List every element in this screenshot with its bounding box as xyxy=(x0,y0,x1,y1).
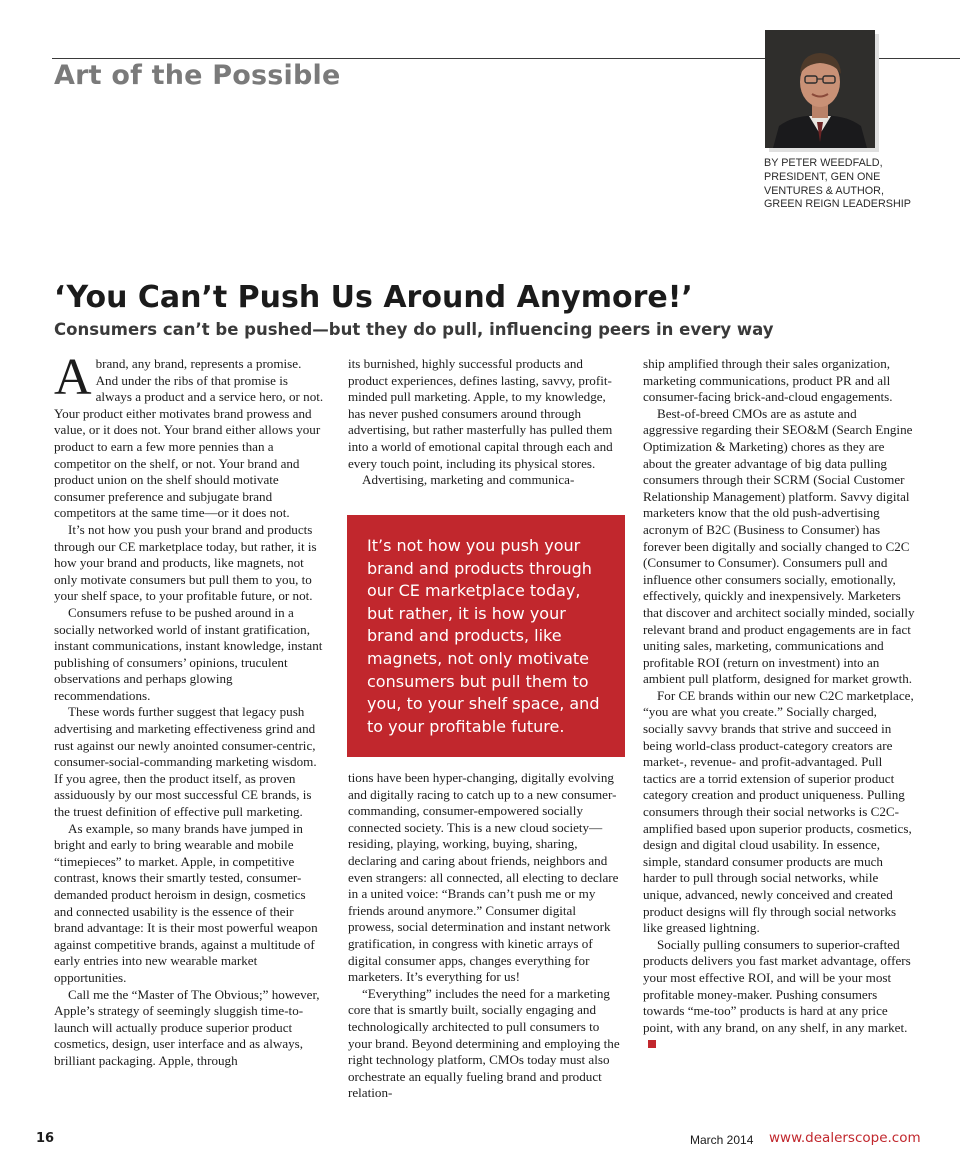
byline-line: PRESIDENT, GEN ONE xyxy=(764,170,881,183)
section-label: Art of the Possible xyxy=(54,60,341,91)
text-column-2-bottom xyxy=(348,770,620,1102)
paragraph: tions have been hyper-changing, digitally evolving and digitally racing to catch up to a new consumer-commanding, consumer-empowered socially connected society. This is a new cloud society—residing, playing, working, buying, sharing, declaring and caring about friends, neighbors and even strangers: all connected, all electing to declare in a united voice: “Brands can’t push me or my friends around anymore.” Consumer digital prowess, social determination and instant network gratification, in congress with kinetic arrays of digital consumer apps, changes everything for marketers. It’s everything for us! xyxy=(348,770,619,985)
paragraph: Advertising, marketing and communica- xyxy=(362,472,575,488)
end-mark-icon xyxy=(648,1040,656,1048)
issue-date: March 2014 xyxy=(690,1133,754,1147)
pull-quote xyxy=(347,515,625,757)
paragraph: It’s not how you push your brand and products through our CE marketplace today, but rather, it is how your brand and products, like magnets, not only motivate consumers but pull them to you, to your shelf space, to your profitable future, or not. xyxy=(54,521,317,604)
paragraph: brand, any brand, represents a promise. And under the ribs of that promise is always a product and a service hero, or not. Your product either motivates brand prowess and value, or it does not. Your brand either allows your product to earn a few more pennies than a competitor on the shelf, or not. Your brand and product union on the shelf should motivate consumer preference and subjugate brand competitors at the same time—or it does not. xyxy=(54,356,324,521)
article-subhead: Consumers can’t be pushed—but they do pull, influencing peers in every way xyxy=(54,320,774,339)
author-byline xyxy=(764,157,954,212)
author-photo xyxy=(765,30,875,148)
text-column-1 xyxy=(54,349,326,1070)
paragraph: ship amplified through their sales organization, marketing communications, product PR and all consumer-facing brick-and-cloud engagements. xyxy=(643,356,893,405)
paragraph: For CE brands within our new C2C marketplace, “you are what you create.” Socially charged, socially savvy brands that strive and succeed in being world-class product-category creators are market-, revenue- and profit-advantaged. Pull tactics are a torrid extension of superior product category creation and product uniqueness. Pulling consumers through their social networks is C2C-amplified based upon superior products, cosmetics, design and digital cloud usability. In essence, simple, standard consumer products are much harder to pull through social networks, while unique, advanced, newly conceived and created product designs will fly through social networks like greased lightning. xyxy=(643,687,914,936)
article-headline: ‘You Can’t Push Us Around Anymore!’ xyxy=(54,280,693,315)
paragraph: Consumers refuse to be pushed around in a socially networked world of instant gratification, instant communications, instant knowledge, instant publishing of consumers’ opinions, truculent observations and perhaps glowing recommendations. xyxy=(54,604,323,703)
paragraph: Call me the “Master of The Obvious;” however, Apple’s strategy of seemingly sluggish time-to-launch will actually produce superior product cosmetics, design, user interface and as always, brilliant packaging. Apple, through xyxy=(54,986,320,1068)
text-column-3 xyxy=(643,356,915,1053)
paragraph: “Everything” includes the need for a marketing core that is smartly built, socially engaging and technologically architected to pull consumers to your brand. Beyond determining and employing the right technology platform, CMOs today must also orchestrate an equally fueling brand and product relation- xyxy=(348,985,620,1101)
page-number: 16 xyxy=(36,1131,55,1146)
byline-line: VENTURES & AUTHOR, xyxy=(764,184,884,197)
paragraph: As example, so many brands have jumped in bright and early to bring wearable and mobile “timepieces” to market. Apple, in competitive contrast, knows their smartly tested, consumer-demanded product heroism in design, cosmetics and connected usability is the essence of their brand advantage: It is their most powerful weapon against competitive brands, against a multitude of early entries into new wearable market opportunities. xyxy=(54,820,318,985)
byline-line: GREEN REIGN LEADERSHIP xyxy=(764,198,911,211)
pull-quote-text: It’s not how you push your brand and products through our CE marketplace today, but rather, it is how your brand and products, like magnets, not only motivate consumers but pull them to you, to your shelf space, and to your profitable future. xyxy=(367,536,600,736)
text-column-2-top xyxy=(348,356,620,489)
paragraph: Best-of-breed CMOs are as astute and aggressive regarding their SEO&M (Search Engine Optimization & Marketing) chores as they are about the greater advantage of big data pulling consumers through their SCRM (Social Customer Relationship Management) platform. Savvy digital marketers know that the old push-advertising acronym of B2C (Business to Consumer) has forever been digitally and socially changed to C2C (Consumer to Consumer). Consumers pull and influence other consumers socially, emotionally, effectively, quickly and inexpensively. Marketers that discover and architect socially minded, socially relevant brand and product engagements are in fact uniting sales, marketing, communications and profitable ROI (return on investment) into an ambient pull platform, designed for market growth. xyxy=(643,405,915,687)
website-link[interactable]: www.dealerscope.com xyxy=(769,1130,921,1146)
paragraph: Socially pulling consumers to superior-crafted products delivers you fast market advantage, offers your most effective ROI, and will be your most profitable money-maker. Pushing consumers towards “me-too” products is hard at any price point, with any brand, on any shelf, in any market. xyxy=(643,936,911,1035)
byline-line: BY PETER WEEDFALD, xyxy=(764,157,883,169)
paragraph: its burnished, highly successful products and product experiences, defines lasting, savvy, profit-minded pull marketing. Apple, to my knowledge, has never pushed consumers around through advertising, but rather masterfully has pulled them into a world of emotional capital through each and every touch point, including its physical stores. xyxy=(348,356,613,471)
drop-cap: A xyxy=(54,349,92,406)
paragraph: These words further suggest that legacy push advertising and marketing effectiveness grind and rust against our newly anointed consumer-centric, consumer-social-commanding marketing wisdom. If you agree, then the product itself, as proven assiduously by our most successful CE brands, is the truest definition of effective pull marketing. xyxy=(54,704,317,820)
